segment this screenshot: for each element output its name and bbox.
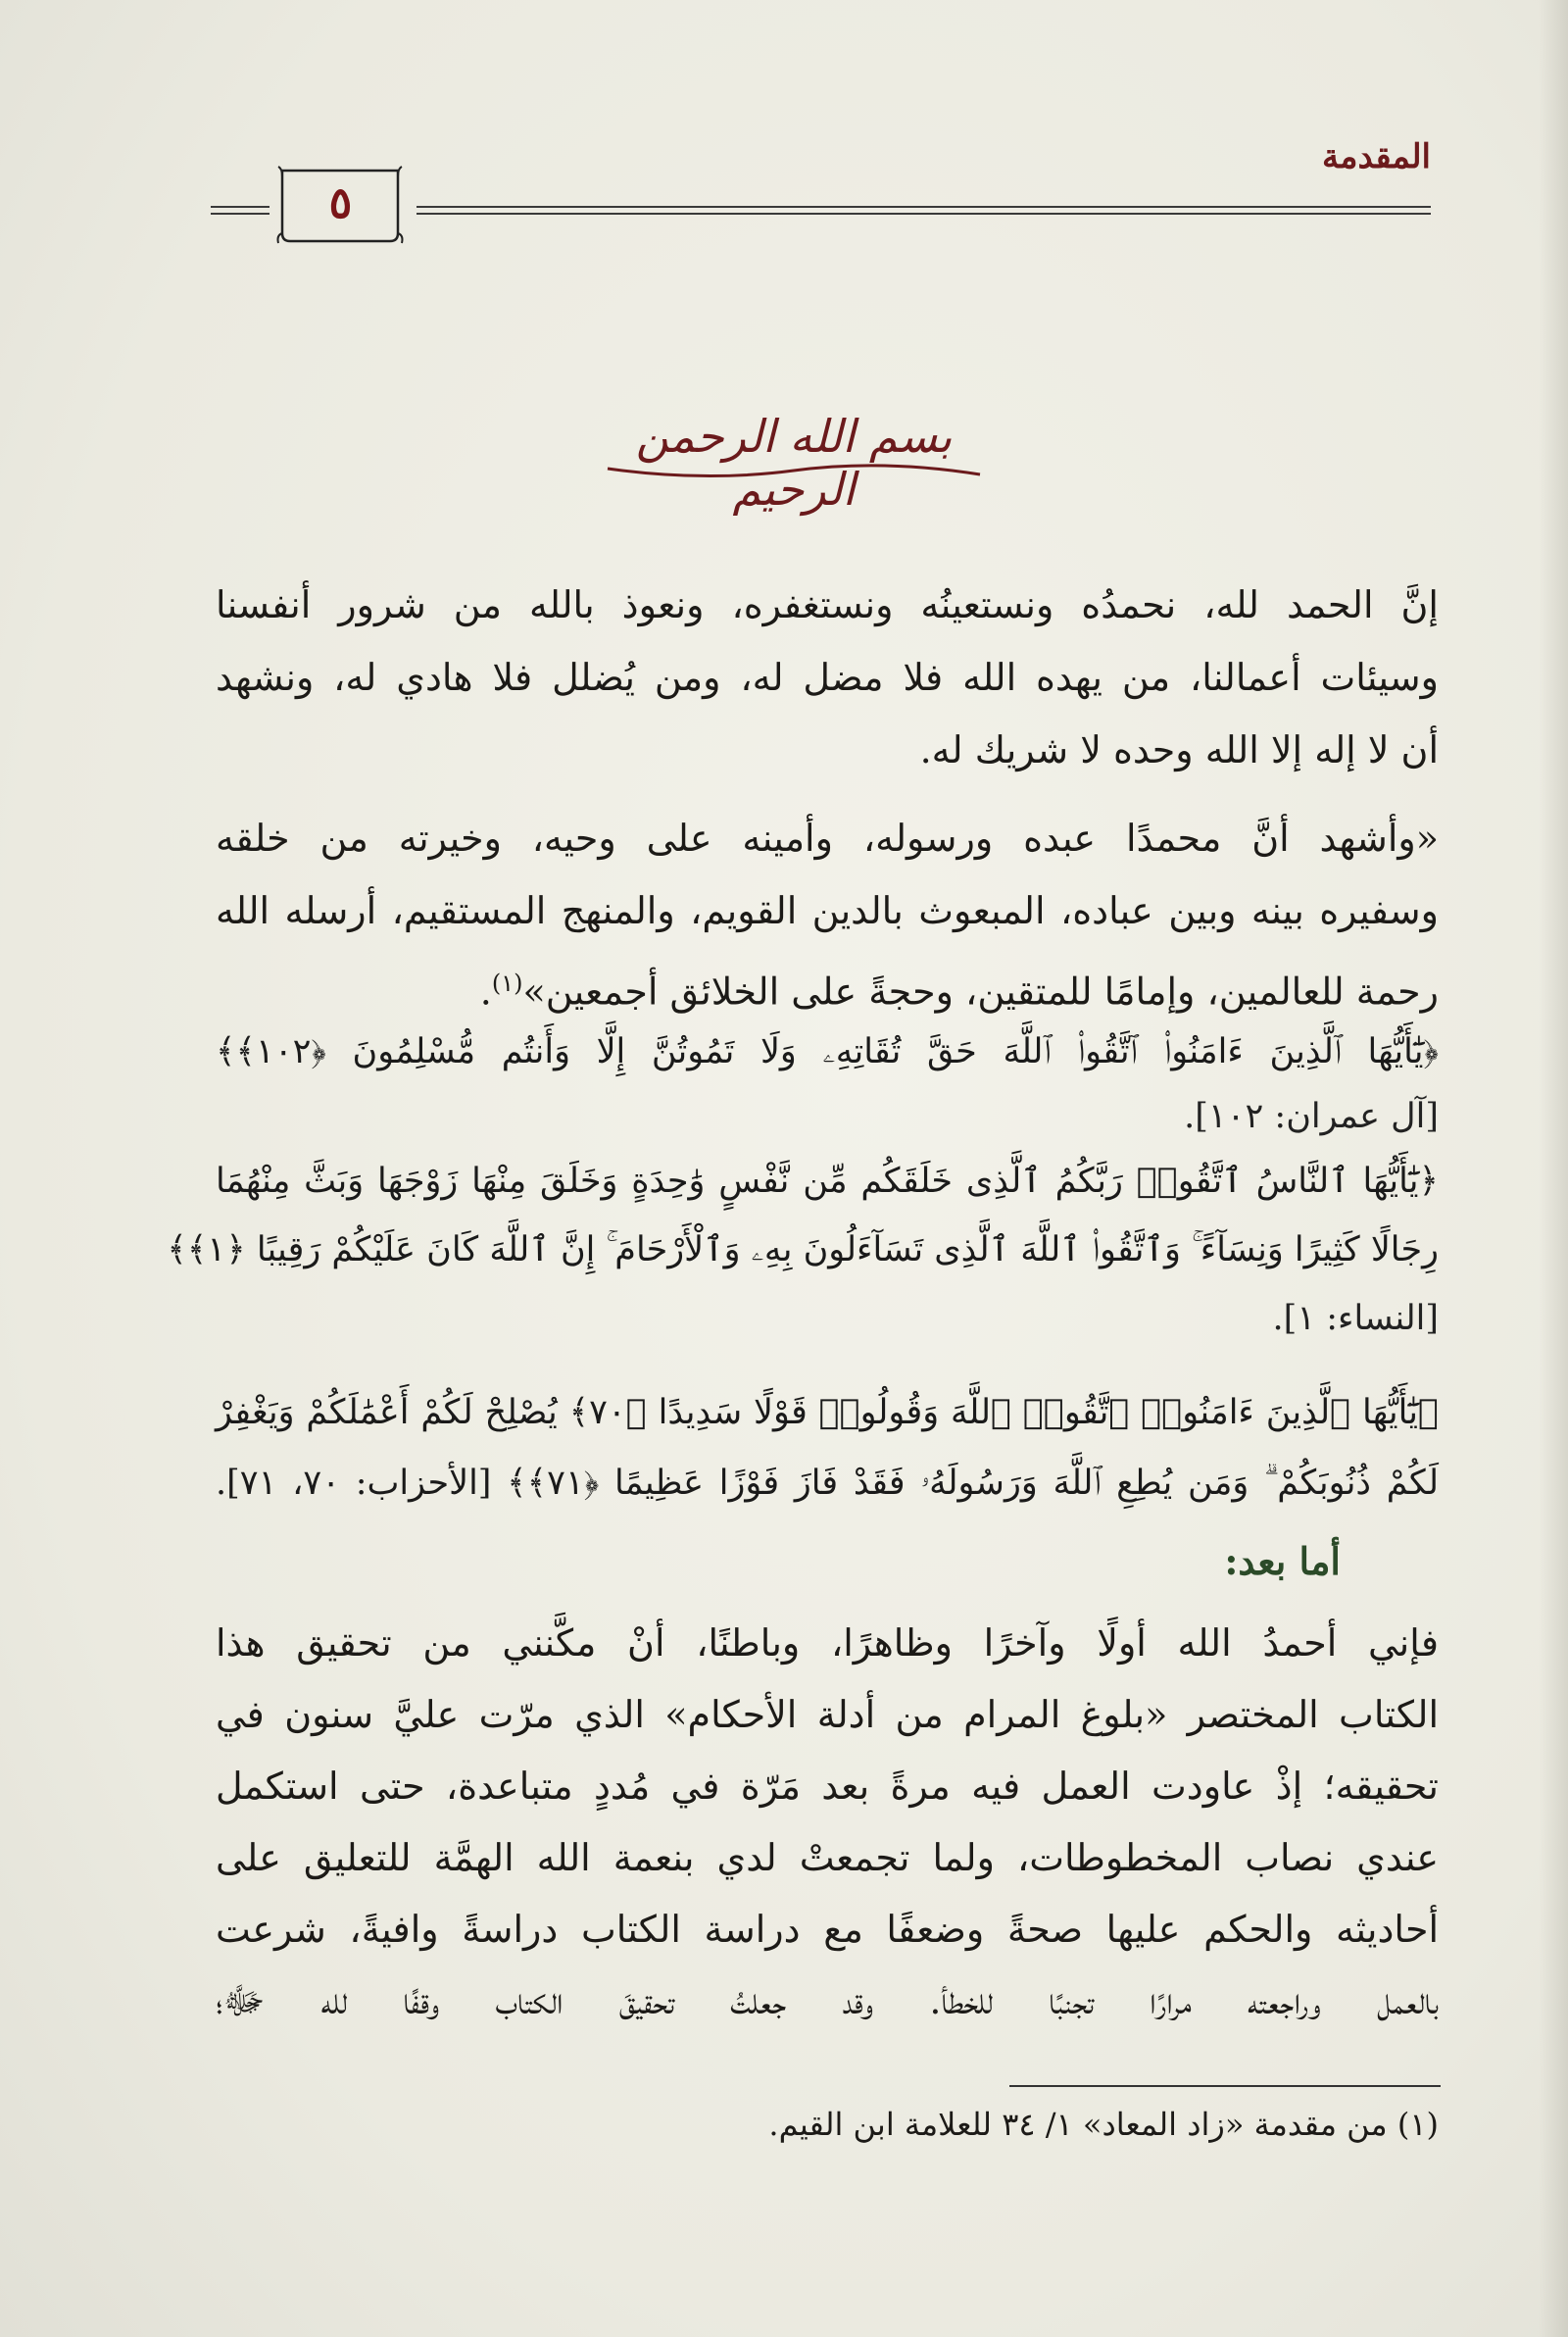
amma-baad-heading: أما بعد: <box>1224 1539 1341 1583</box>
shahada-line: وسفيره بينه وبين عباده، المبعوث بالدين القويم، والمنهج المستقيم، أرسله الله <box>216 889 1439 932</box>
page-number-frame <box>274 165 407 245</box>
shahada-line: «وأشهد أنَّ محمدًا عبده ورسوله، وأمينه على وحيه، وخيرته من خلقه <box>216 817 1439 860</box>
body-line: عندي نصاب المخطوطات، ولما تجمعتْ لدي بنعمة الله الهمَّة للتعليق على <box>216 1836 1439 1879</box>
body-line: فإني أحمدُ الله أولًا وآخرًا وظاهرًا، وباطنًا، أنْ مكَّنني من تحقيق هذا <box>216 1621 1439 1665</box>
verse-reference: [آل عمران: ١٠٢]. <box>1184 1097 1439 1136</box>
page-edge-shadow <box>1539 0 1568 2337</box>
footnote-marker: (١) <box>491 970 523 997</box>
verse-line: رِجَالًا كَثِيرًا وَنِسَآءً ۚ وَٱتَّقُوا۟ ٱللَّهَ ٱلَّذِى تَسَآءَلُونَ بِهِۦ وَٱلْأَرْحَامَ ۚ إِنَّ ٱللَّهَ كَانَ عَلَيْكُمْ رَقِيبًا ﴿١﴾﴾ <box>167 1230 1439 1269</box>
body-paragraph <box>216 1608 1439 2037</box>
verse-al-ahzab <box>216 1377 1439 1518</box>
intro-line: إنَّ الحمد لله، نحمدُه ونستعينُه ونستغفره، ونعوذ بالله من شرور أنفسنا <box>216 583 1439 626</box>
basmala-calligraphy <box>588 392 1000 516</box>
verse-line: ﴿يَٰٓأَيُّهَا ٱلَّذِينَ ءَامَنُوا۟ ٱتَّقُوا۟ ٱللَّهَ حَقَّ تُقَاتِهِۦ وَلَا تَمُوتُنَّ إِلَّا وَأَنتُم مُّسْلِمُونَ ﴿١٠٢﴾﴾ <box>216 1032 1439 1071</box>
shahada-line: رحمة للعالمين، وإمامًا للمتقين، وحجةً على الخلائق أجمعين»$^{(١)}$. <box>479 970 1439 1014</box>
body-line: الكتاب المختصر «بلوغ المرام من أدلة الأحكام» الذي مرّت عليَّ سنون في <box>216 1693 1439 1736</box>
header-rule-left <box>211 206 270 216</box>
body-line: بالعمل وراجعته مرارًا تجنبًا للخطأ. وقد جعلتُ تحقيقَ الكتاب وقفًا لله ﷻ؛ <box>216 1979 1439 2022</box>
header-rule-right <box>416 206 1431 216</box>
verse-reference: [النساء: ١]. <box>1272 1299 1439 1338</box>
intro-line: أن لا إله إلا الله وحده لا شريك له. <box>919 728 1439 771</box>
intro-line: وسيئات أعمالنا، من يهده الله فلا مضل له، ومن يُضلل فلا هادي له، ونشهد <box>216 656 1439 699</box>
footnote-separator <box>1009 2085 1441 2087</box>
section-title: المقدمة <box>1322 137 1431 176</box>
page-number: ٥ <box>328 178 353 228</box>
basmala-text: بسم الله الرحمن الرحيم <box>635 410 953 516</box>
verse-line: لَكُمْ ذُنُوبَكُمْ ۗ وَمَن يُطِعِ ٱللَّهَ وَرَسُولَهُۥ فَقَدْ فَازَ فَوْزًا عَظِيمًا ﴿٧١﴾﴾ [الأحزاب: ٧٠، ٧١]. <box>216 1464 1439 1503</box>
verse-al-imran <box>216 1019 1439 1149</box>
shahada-paragraph <box>216 802 1439 1028</box>
footnote: (١) من مقدمة «زاد المعاد» ١/ ٣٤ للعلامة ابن القيم. <box>768 2106 1439 2143</box>
body-line: تحقيقه؛ إذْ عاودت العمل فيه مرةً بعد مَرّة في مُددٍ متباعدة، حتى استكمل <box>216 1765 1439 1808</box>
intro-paragraph <box>216 569 1439 786</box>
verse-line: ﴿يَٰٓأَيُّهَا ٱلَّذِينَ ءَامَنُوا۟ ٱتَّقُوا۟ ٱللَّهَ وَقُولُوا۟ قَوْلًا سَدِيدًا ﴿٧٠﴾ يُصْلِحْ لَكُمْ أَعْمَٰلَكُمْ وَيَغْفِرْ <box>216 1393 1439 1432</box>
shahada-line-text: رحمة للعالمين، وإمامًا للمتقين، وحجةً على الخلائق أجمعين» <box>522 970 1439 1014</box>
verse-al-nisa <box>167 1147 1439 1353</box>
body-line: أحاديثه والحكم عليها صحةً وضعفًا مع دراسة الكتاب دراسةً وافيةً، شرعت <box>216 1908 1439 1951</box>
verse-line: ﴿يَٰٓأَيُّهَا ٱلنَّاسُ ٱتَّقُوا۟ رَبَّكُمُ ٱلَّذِى خَلَقَكُم مِّن نَّفْسٍ وَٰحِدَةٍ وَخَلَقَ مِنْهَا زَوْجَهَا وَبَثَّ مِنْهُمَا <box>216 1162 1439 1201</box>
